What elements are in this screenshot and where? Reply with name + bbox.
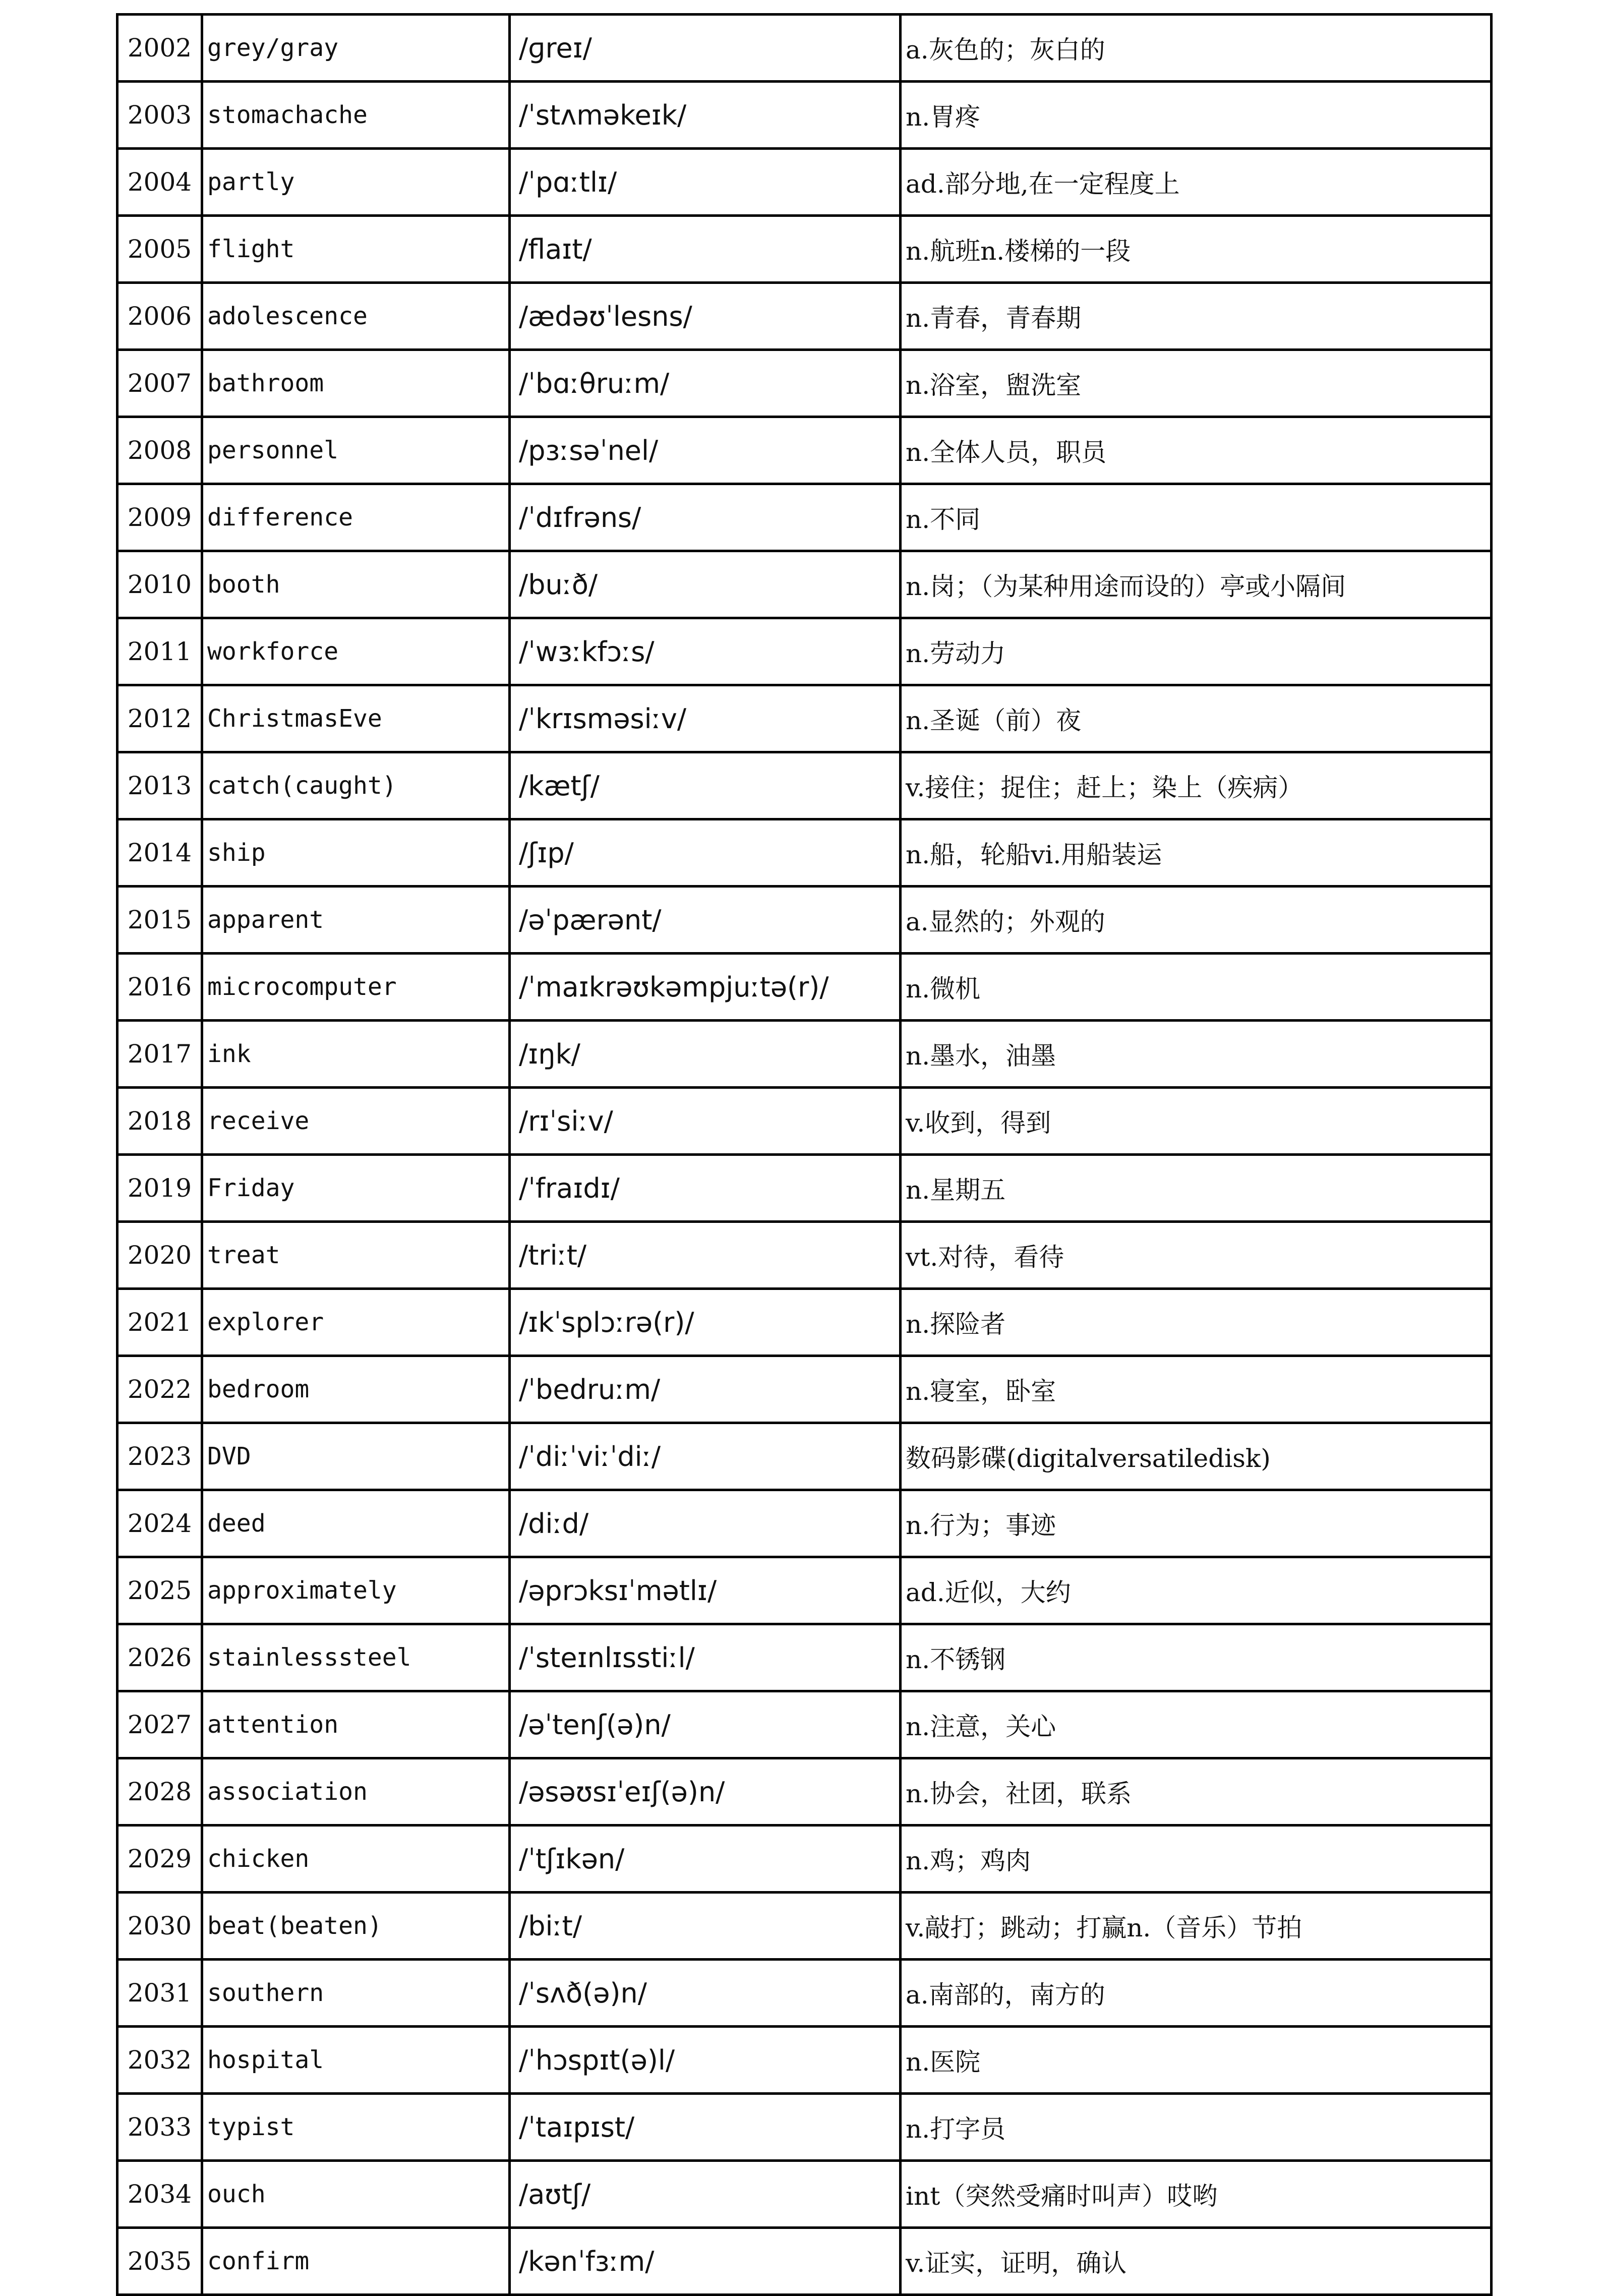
entry-phonetic: /triːt/ [510,1222,901,1289]
table-row [117,1758,1492,1826]
table-row [117,1423,1492,1490]
table-row [117,2094,1492,2161]
entry-number: 2003 [117,82,202,149]
entry-phonetic: /rɪˈsiːv/ [510,1088,901,1155]
entry-definition: n.微机 [901,954,1492,1021]
entry-word: grey/gray [202,15,510,82]
entry-phonetic: /ˈpɑːtlɪ/ [510,149,901,216]
entry-word: booth [202,551,510,618]
entry-phonetic: /ˈtaɪpɪst/ [510,2094,901,2161]
entry-phonetic: /aʊtʃ/ [510,2161,901,2228]
entry-definition: n.注意，关心 [901,1691,1492,1758]
entry-word: typist [202,2094,510,2161]
entry-definition: n.不锈钢 [901,1624,1492,1691]
entry-phonetic: /diːd/ [510,1490,901,1557]
entry-word: microcomputer [202,954,510,1021]
entry-word: ouch [202,2161,510,2228]
entry-definition: n.圣诞（前）夜 [901,685,1492,752]
table-row [117,350,1492,417]
entry-phonetic: /əˈtenʃ(ə)n/ [510,1691,901,1758]
entry-phonetic: /biːt/ [510,1893,901,1960]
entry-definition: vt.对待，看待 [901,1222,1492,1289]
entry-number: 2011 [117,618,202,685]
table-row [117,15,1492,82]
table-row [117,149,1492,216]
entry-phonetic: /ɪkˈsplɔːrə(r)/ [510,1289,901,1356]
entry-number: 2004 [117,149,202,216]
entry-number: 2030 [117,1893,202,1960]
vocabulary-table-body [117,15,1492,2295]
table-row [117,752,1492,819]
entry-word: stainlesssteel [202,1624,510,1691]
entry-definition: n.青春，青春期 [901,283,1492,350]
table-row [117,1289,1492,1356]
entry-definition: v.收到，得到 [901,1088,1492,1155]
table-row [117,1826,1492,1893]
entry-word: partly [202,149,510,216]
table-row [117,618,1492,685]
entry-number: 2012 [117,685,202,752]
entry-phonetic: /buːð/ [510,551,901,618]
entry-word: confirm [202,2228,510,2295]
entry-word: ship [202,819,510,887]
entry-definition: n.鸡；鸡肉 [901,1826,1492,1893]
entry-definition: 数码影碟(digitalversatiledisk) [901,1423,1492,1490]
entry-word: attention [202,1691,510,1758]
entry-phonetic: /ˈdiːˈviːˈdiː/ [510,1423,901,1490]
entry-phonetic: /ˈsʌð(ə)n/ [510,1960,901,2027]
table-row [117,1893,1492,1960]
entry-number: 2015 [117,887,202,954]
table-row [117,819,1492,887]
entry-phonetic: /ɪŋk/ [510,1021,901,1088]
entry-definition: v.敲打；跳动；打赢n.（音乐）节拍 [901,1893,1492,1960]
entry-word: apparent [202,887,510,954]
table-row [117,1960,1492,2027]
entry-word: hospital [202,2027,510,2094]
entry-phonetic: /flaɪt/ [510,216,901,283]
entry-phonetic: /kənˈfɜːm/ [510,2228,901,2295]
entry-phonetic: /ˈbɑːθruːm/ [510,350,901,417]
entry-phonetic: /əˈpærənt/ [510,887,901,954]
entry-number: 2010 [117,551,202,618]
entry-definition: n.寝室，卧室 [901,1356,1492,1423]
entry-number: 2018 [117,1088,202,1155]
entry-word: beat(beaten) [202,1893,510,1960]
entry-definition: a.南部的，南方的 [901,1960,1492,2027]
entry-word: bathroom [202,350,510,417]
entry-number: 2007 [117,350,202,417]
entry-number: 2034 [117,2161,202,2228]
entry-number: 2025 [117,1557,202,1624]
entry-number: 2029 [117,1826,202,1893]
entry-definition: n.岗；（为某种用途而设的）亭或小隔间 [901,551,1492,618]
entry-number: 2024 [117,1490,202,1557]
entry-definition: n.探险者 [901,1289,1492,1356]
entry-number: 2002 [117,15,202,82]
entry-number: 2006 [117,283,202,350]
entry-word: stomachache [202,82,510,149]
table-row [117,1088,1492,1155]
entry-definition: n.墨水，油墨 [901,1021,1492,1088]
entry-word: workforce [202,618,510,685]
table-row [117,887,1492,954]
entry-number: 2031 [117,1960,202,2027]
entry-word: Friday [202,1155,510,1222]
table-row [117,417,1492,484]
entry-phonetic: /ɡreɪ/ [510,15,901,82]
entry-definition: v.证实，证明，确认 [901,2228,1492,2295]
entry-word: association [202,1758,510,1826]
entry-number: 2026 [117,1624,202,1691]
table-row [117,216,1492,283]
table-row [117,1021,1492,1088]
entry-definition: ad.近似，大约 [901,1557,1492,1624]
entry-definition: n.航班n.楼梯的一段 [901,216,1492,283]
vocabulary-table [116,13,1493,2296]
entry-definition: v.接住；捉住；赶上；染上（疾病） [901,752,1492,819]
entry-number: 2005 [117,216,202,283]
entry-number: 2020 [117,1222,202,1289]
table-row [117,2161,1492,2228]
entry-word: ink [202,1021,510,1088]
entry-definition: a.灰色的；灰白的 [901,15,1492,82]
entry-word: flight [202,216,510,283]
entry-number: 2033 [117,2094,202,2161]
entry-phonetic: /ʃɪp/ [510,819,901,887]
entry-definition: n.浴室，盥洗室 [901,350,1492,417]
entry-phonetic: /ˈsteɪnlɪsstiːl/ [510,1624,901,1691]
table-row [117,2228,1492,2295]
table-row [117,283,1492,350]
entry-word: southern [202,1960,510,2027]
entry-definition: ad.部分地,在一定程度上 [901,149,1492,216]
table-row [117,1155,1492,1222]
entry-word: ChristmasEve [202,685,510,752]
entry-phonetic: /ˈstʌməkeɪk/ [510,82,901,149]
table-row [117,82,1492,149]
entry-word: bedroom [202,1356,510,1423]
entry-number: 2021 [117,1289,202,1356]
entry-word: treat [202,1222,510,1289]
entry-word: approximately [202,1557,510,1624]
entry-number: 2028 [117,1758,202,1826]
entry-number: 2032 [117,2027,202,2094]
entry-definition: a.显然的；外观的 [901,887,1492,954]
table-row [117,484,1492,551]
entry-definition: n.行为；事迹 [901,1490,1492,1557]
entry-phonetic: /kætʃ/ [510,752,901,819]
entry-phonetic: /əprɔksɪˈmətlɪ/ [510,1557,901,1624]
entry-number: 2019 [117,1155,202,1222]
entry-word: receive [202,1088,510,1155]
entry-definition: n.全体人员，职员 [901,417,1492,484]
table-row [117,551,1492,618]
table-row [117,1557,1492,1624]
entry-phonetic: /ˈbedruːm/ [510,1356,901,1423]
entry-number: 2009 [117,484,202,551]
table-row [117,954,1492,1021]
entry-definition: n.医院 [901,2027,1492,2094]
table-row [117,1490,1492,1557]
table-row [117,1222,1492,1289]
entry-phonetic: /ˈtʃɪkən/ [510,1826,901,1893]
entry-number: 2035 [117,2228,202,2295]
entry-phonetic: /pɜːsəˈnel/ [510,417,901,484]
entry-word: DVD [202,1423,510,1490]
entry-word: explorer [202,1289,510,1356]
entry-phonetic: /ˈkrɪsməsiːv/ [510,685,901,752]
entry-word: adolescence [202,283,510,350]
entry-definition: n.星期五 [901,1155,1492,1222]
entry-definition: n.船，轮船vi.用船装运 [901,819,1492,887]
entry-number: 2014 [117,819,202,887]
entry-phonetic: /ˈfraɪdɪ/ [510,1155,901,1222]
entry-number: 2016 [117,954,202,1021]
entry-number: 2022 [117,1356,202,1423]
entry-number: 2017 [117,1021,202,1088]
entry-word: catch(caught) [202,752,510,819]
entry-phonetic: /ˈhɔspɪt(ə)l/ [510,2027,901,2094]
entry-number: 2013 [117,752,202,819]
entry-definition: n.协会，社团，联系 [901,1758,1492,1826]
entry-number: 2023 [117,1423,202,1490]
entry-definition: n.胃疼 [901,82,1492,149]
table-row [117,685,1492,752]
entry-definition: n.不同 [901,484,1492,551]
table-row [117,2027,1492,2094]
entry-phonetic: /ˈwɜːkfɔːs/ [510,618,901,685]
entry-number: 2027 [117,1691,202,1758]
table-row [117,1356,1492,1423]
entry-word: personnel [202,417,510,484]
entry-definition: int（突然受痛时叫声）哎哟 [901,2161,1492,2228]
entry-number: 2008 [117,417,202,484]
entry-phonetic: /ædəʊˈlesns/ [510,283,901,350]
table-row [117,1691,1492,1758]
entry-phonetic: /əsəʊsɪˈeɪʃ(ə)n/ [510,1758,901,1826]
table-row [117,1624,1492,1691]
entry-word: chicken [202,1826,510,1893]
entry-definition: n.打字员 [901,2094,1492,2161]
entry-phonetic: /ˈdɪfrəns/ [510,484,901,551]
entry-phonetic: /ˈmaɪkrəʊkəmpjuːtə(r)/ [510,954,901,1021]
entry-word: deed [202,1490,510,1557]
entry-definition: n.劳动力 [901,618,1492,685]
entry-word: difference [202,484,510,551]
